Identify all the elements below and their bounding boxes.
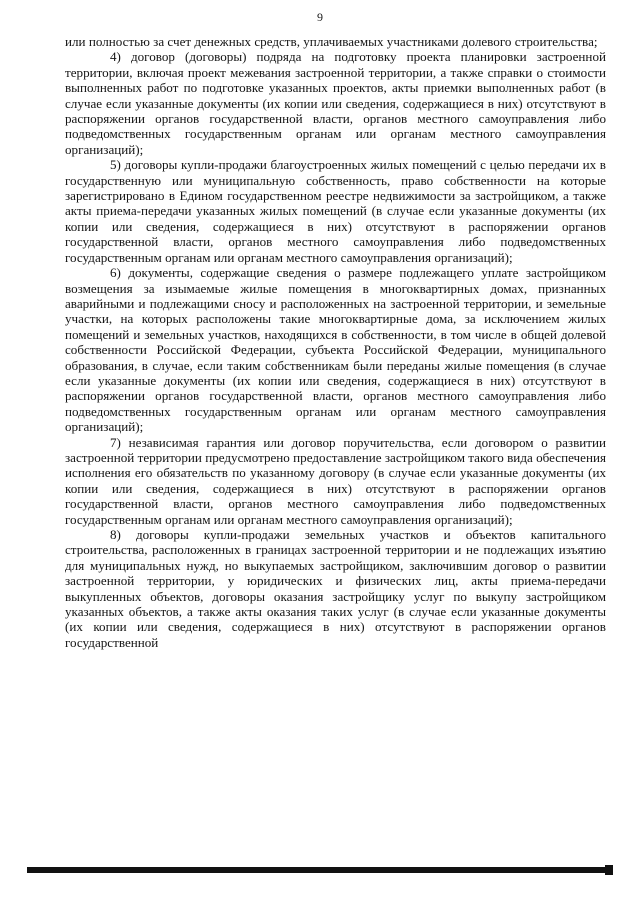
paragraph-continuation: или полностью за счет денежных средств, уплачиваемых участниками долевого строительства; bbox=[65, 34, 598, 49]
paragraph-item-8: 8) договоры купли-продажи земельных участков и объектов капитального строительства, расположенных в границах застроенной территории и не подлежащих изъятию для муниципальных нужд, но выкупаемых застройщиком, заключившим договор о развитии застроенной территории, у юридических и физических лиц, акты приема-передачи выкупленных объектов, договоры оказания застройщику услуг по выкупу застройщиком указанных объектов, а также акты оказания таких услуг (в случае если указанные документы (их копии или сведения, содержащиеся в них) отсутствуют в распоряжении органов государственной bbox=[65, 527, 606, 650]
document-body bbox=[65, 34, 606, 650]
page-number: 9 bbox=[317, 10, 323, 24]
scan-edge-mark bbox=[605, 865, 613, 875]
paragraph-item-6: 6) документы, содержащие сведения о размере подлежащего уплате застройщиком возмещения за изымаемые жилые помещения в многоквартирных домах, признанных аварийными и подлежащими сносу и расположенных на застроенной территории, и земельные участки, на которых расположены такие многоквартирные дома, за исключением жилых помещений и земельных участков, находящихся в собственности, в том числе в общей долевой собственности Российской Федерации, субъекта Российской Федерации, муниципального образования, в случае, если таким собственникам были переданы жилые помещения (в случае если указанные документы (их копии или сведения, содержащиеся в них) отсутствуют в распоряжении органов государственной власти, органов местного самоуправления либо подведомственных государственным органам или органам местного самоуправления организаций); bbox=[65, 265, 606, 435]
paragraph-item-4: 4) договор (договоры) подряда на подготовку проекта планировки застроенной территории, включая проект межевания застроенной территории, а также справки о стоимости выполненных работ по подготовке указанных проектов, акты приемки выполненных работ (в случае если указанные документы (их копии или сведения, содержащиеся в них) отсутствуют в распоряжении органов государственной власти, органов местного самоуправления либо подведомственных государственным органам или органам местного самоуправления организаций); bbox=[65, 49, 606, 157]
paragraph-item-5: 5) договоры купли-продажи благоустроенных жилых помещений с целью передачи их в государственную или муниципальную собственность, право собственности на которые зарегистрировано в Едином государственном реестре недвижимости за застройщиком, а также акты приема-передачи указанных жилых помещений (в случае если указанные документы (их копии или сведения, содержащиеся в них) отсутствуют в распоряжении органов государственной власти, органов местного самоуправления либо подведомственных государственным органам или органам местного самоуправления организаций); bbox=[65, 157, 606, 265]
scan-edge-bar bbox=[27, 867, 613, 873]
paragraph-item-7: 7) независимая гарантия или договор поручительства, если договором о развитии застроенной территории предусмотрено предоставление застройщиком такого вида обеспечения исполнения его обязательств по указанному договору (в случае если указанные документы (их копии или сведения, содержащиеся в них) отсутствуют в распоряжении органов государственной власти, органов местного самоуправления либо подведомственных государственным органам или органам местного самоуправления организаций); bbox=[65, 434, 606, 527]
